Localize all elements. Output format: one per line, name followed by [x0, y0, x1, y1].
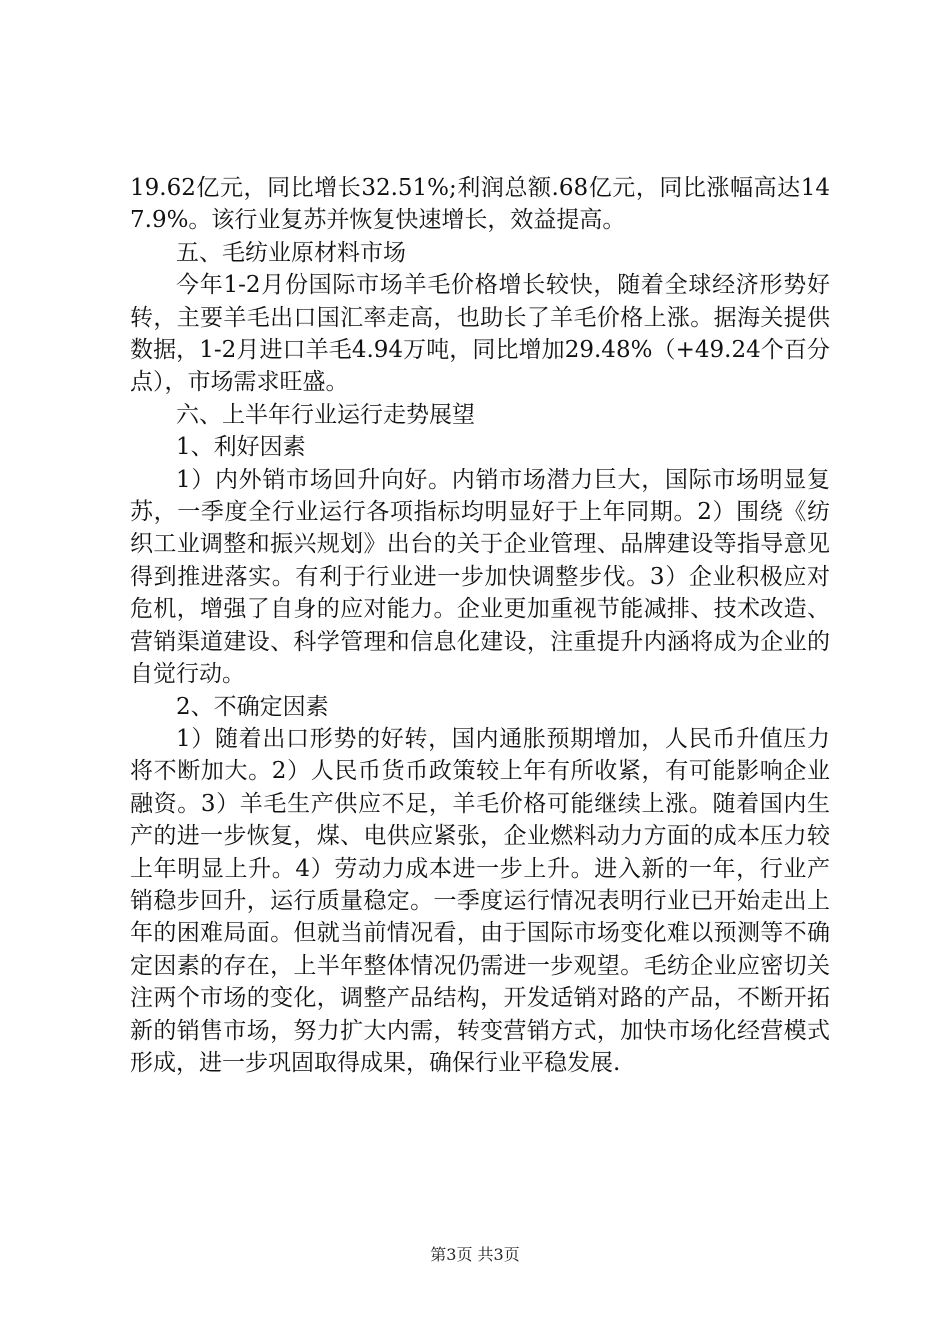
document-body [130, 172, 830, 1079]
page-footer [0, 1245, 950, 1265]
paragraph-continuation: 19.62亿元，同比增长32.51%;利润总额.68亿元，同比涨幅高达147.9%。该行业复苏并恢复快速增长，效益提高。 [130, 175, 830, 234]
subheading-uncertain-factors: 2、不确定因素 [176, 693, 329, 720]
section-heading-outlook: 六、上半年行业运行走势展望 [176, 401, 475, 428]
paragraph-wool-market: 今年1-2月份国际市场羊毛价格增长较快，随着全球经济形势好转，主要羊毛出口国汇率走高，也助长了羊毛价格上涨。据海关提供数据，1-2月进口羊毛4.94万吨，同比增加29.48%（+49.24个百分点），市场需求旺盛。 [130, 272, 830, 396]
section-heading-raw-material-market: 五、毛纺业原材料市场 [176, 239, 406, 266]
paragraph-uncertain-factors: 1）随着出口形势的好转，国内通胀预期增加，人民币升值压力将不断加大。2）人民币货币政策较上年有所收紧，有可能影响企业融资。3）羊毛生产供应不足，羊毛价格可能继续上涨。随着国内生产的进一步恢复，煤、电供应紧张，企业燃料动力方面的成本压力较上年明显上升。4）劳动力成本进一步上升。进入新的一年，行业产销稳步回升，运行质量稳定。一季度运行情况表明行业已开始走出上年的困难局面。但就当前情况看，由于国际市场变化难以预测等不确定因素的存在，上半年整体情况仍需进一步观望。毛纺企业应密切关注两个市场的变化，调整产品结构，开发适销对路的产品，不断开拓新的销售市场，努力扩大内需，转变营销方式，加快市场化经营模式形成，进一步巩固取得成果，确保行业平稳发展. [130, 725, 830, 1076]
page-number-label: 第3页 共3页 [430, 1245, 520, 1264]
paragraph-favorable-factors: 1）内外销市场回升向好。内销市场潜力巨大，国际市场明显复苏，一季度全行业运行各项指标均明显好于上年同期。2）围绕《纺织工业调整和振兴规划》出台的关于企业管理、品牌建设等指导意见得到推进落实。有利于行业进一步加快调整步伐。3）企业积极应对危机，增强了自身的应对能力。企业更加重视节能减排、技术改造、营销渠道建设、科学管理和信息化建设，注重提升内涵将成为企业的自觉行动。 [130, 466, 830, 688]
subheading-favorable-factors: 1、利好因素 [176, 434, 306, 461]
